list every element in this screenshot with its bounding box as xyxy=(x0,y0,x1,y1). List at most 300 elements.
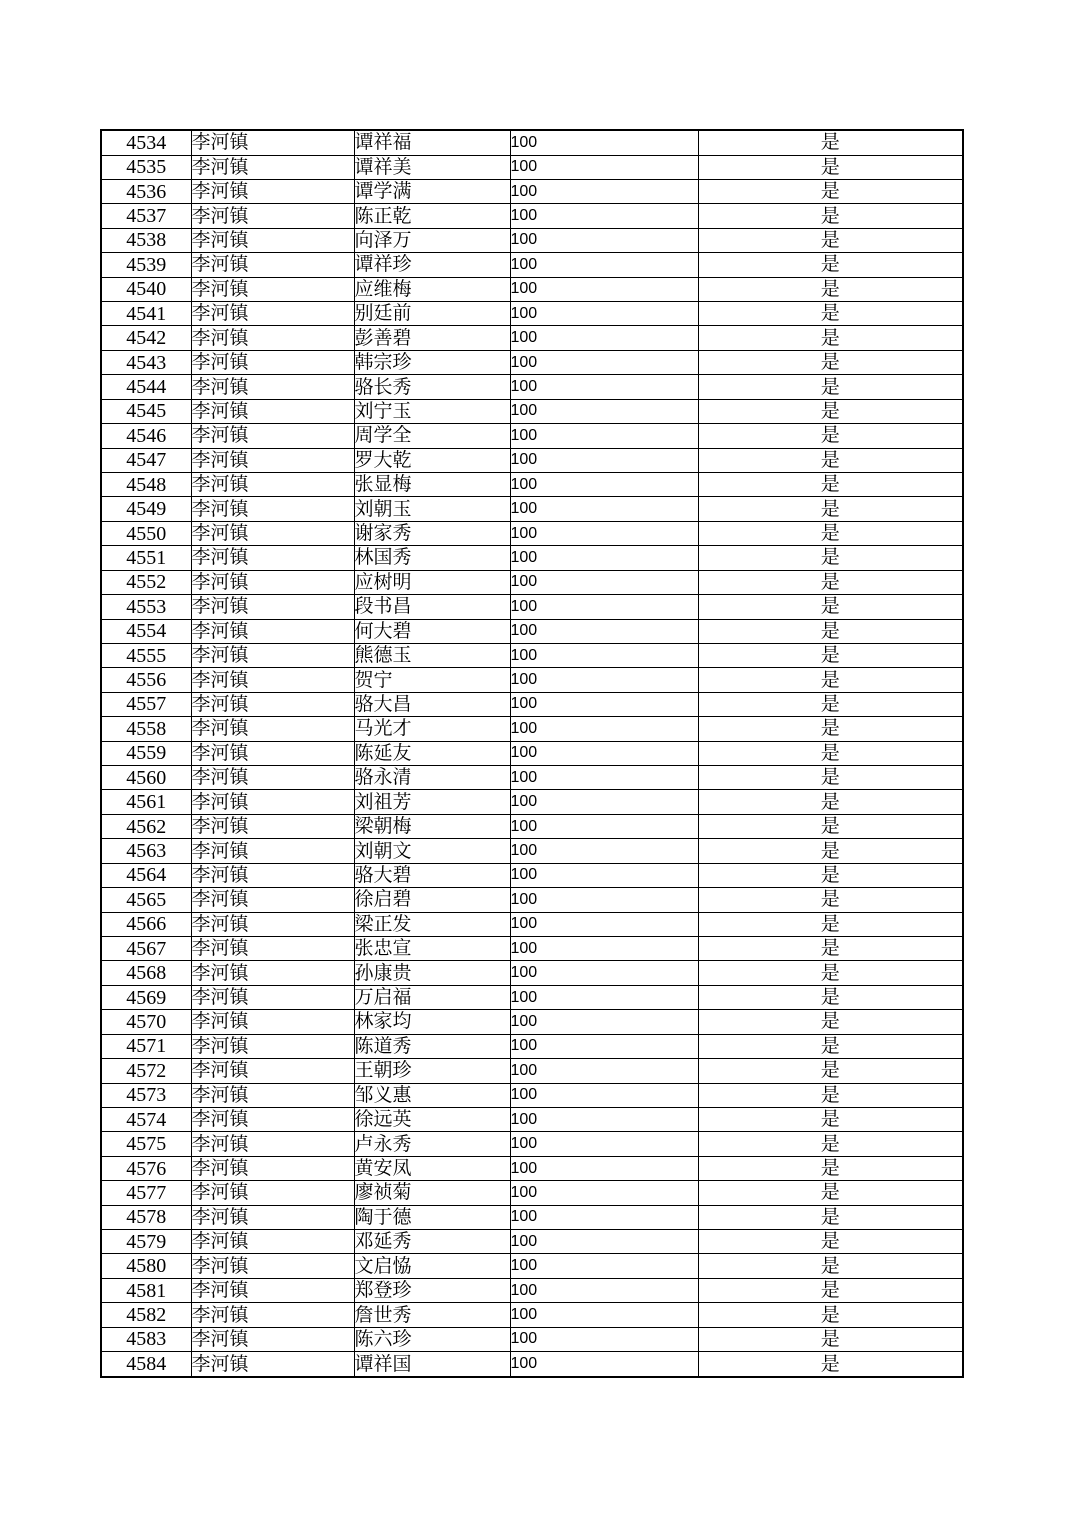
table-row xyxy=(101,326,963,350)
person-name-cell: 刘祖芳 xyxy=(354,790,510,814)
table-row xyxy=(101,399,963,423)
person-name-cell: 孙康贵 xyxy=(354,961,510,985)
town-name-cell: 李河镇 xyxy=(191,717,354,741)
town-name-cell: 李河镇 xyxy=(191,375,354,399)
score-cell: 100 xyxy=(510,326,698,350)
person-name-cell: 贺宁 xyxy=(354,668,510,692)
table-row xyxy=(101,937,963,961)
town-name-cell: 李河镇 xyxy=(191,741,354,765)
confirmed-flag-cell: 是 xyxy=(698,253,963,277)
person-name-cell: 骆大碧 xyxy=(354,863,510,887)
row-number-cell: 4560 xyxy=(101,766,191,790)
row-number-cell: 4542 xyxy=(101,326,191,350)
table-row xyxy=(101,546,963,570)
person-name-cell: 骆长秀 xyxy=(354,375,510,399)
town-name-cell: 李河镇 xyxy=(191,839,354,863)
table-row xyxy=(101,1034,963,1058)
town-name-cell: 李河镇 xyxy=(191,448,354,472)
confirmed-flag-cell: 是 xyxy=(698,277,963,301)
score-cell: 100 xyxy=(510,277,698,301)
person-name-cell: 罗大乾 xyxy=(354,448,510,472)
score-cell: 100 xyxy=(510,619,698,643)
confirmed-flag-cell: 是 xyxy=(698,937,963,961)
town-name-cell: 李河镇 xyxy=(191,912,354,936)
person-name-cell: 林家均 xyxy=(354,1010,510,1034)
row-number-cell: 4577 xyxy=(101,1181,191,1205)
table-row xyxy=(101,1254,963,1278)
person-name-cell: 黄安凤 xyxy=(354,1156,510,1180)
row-number-cell: 4534 xyxy=(101,130,191,155)
confirmed-flag-cell: 是 xyxy=(698,1327,963,1351)
person-name-cell: 邹义惠 xyxy=(354,1083,510,1107)
score-cell: 100 xyxy=(510,692,698,716)
town-name-cell: 李河镇 xyxy=(191,277,354,301)
table-row xyxy=(101,472,963,496)
table-row xyxy=(101,790,963,814)
town-name-cell: 李河镇 xyxy=(191,1205,354,1229)
confirmed-flag-cell: 是 xyxy=(698,668,963,692)
person-name-cell: 王朝珍 xyxy=(354,1059,510,1083)
records-table-body xyxy=(101,130,963,1377)
score-cell: 100 xyxy=(510,179,698,203)
confirmed-flag-cell: 是 xyxy=(698,790,963,814)
person-name-cell: 陈延友 xyxy=(354,741,510,765)
person-name-cell: 段书昌 xyxy=(354,595,510,619)
confirmed-flag-cell: 是 xyxy=(698,1107,963,1131)
score-cell: 100 xyxy=(510,1107,698,1131)
confirmed-flag-cell: 是 xyxy=(698,1254,963,1278)
table-row xyxy=(101,619,963,643)
confirmed-flag-cell: 是 xyxy=(698,839,963,863)
confirmed-flag-cell: 是 xyxy=(698,717,963,741)
row-number-cell: 4537 xyxy=(101,204,191,228)
town-name-cell: 李河镇 xyxy=(191,1010,354,1034)
row-number-cell: 4575 xyxy=(101,1132,191,1156)
table-row xyxy=(101,497,963,521)
score-cell: 100 xyxy=(510,302,698,326)
person-name-cell: 陶于德 xyxy=(354,1205,510,1229)
person-name-cell: 刘宁玉 xyxy=(354,399,510,423)
score-cell: 100 xyxy=(510,863,698,887)
table-row xyxy=(101,668,963,692)
score-cell: 100 xyxy=(510,839,698,863)
row-number-cell: 4544 xyxy=(101,375,191,399)
table-row xyxy=(101,350,963,374)
confirmed-flag-cell: 是 xyxy=(698,570,963,594)
score-cell: 100 xyxy=(510,448,698,472)
row-number-cell: 4558 xyxy=(101,717,191,741)
person-name-cell: 梁正发 xyxy=(354,912,510,936)
score-cell: 100 xyxy=(510,521,698,545)
score-cell: 100 xyxy=(510,1083,698,1107)
row-number-cell: 4580 xyxy=(101,1254,191,1278)
town-name-cell: 李河镇 xyxy=(191,472,354,496)
table-row xyxy=(101,130,963,155)
row-number-cell: 4556 xyxy=(101,668,191,692)
confirmed-flag-cell: 是 xyxy=(698,692,963,716)
confirmed-flag-cell: 是 xyxy=(698,912,963,936)
confirmed-flag-cell: 是 xyxy=(698,1132,963,1156)
table-row xyxy=(101,253,963,277)
person-name-cell: 刘朝文 xyxy=(354,839,510,863)
score-cell: 100 xyxy=(510,668,698,692)
score-cell: 100 xyxy=(510,1230,698,1254)
row-number-cell: 4572 xyxy=(101,1059,191,1083)
row-number-cell: 4561 xyxy=(101,790,191,814)
confirmed-flag-cell: 是 xyxy=(698,1059,963,1083)
person-name-cell: 文启恊 xyxy=(354,1254,510,1278)
confirmed-flag-cell: 是 xyxy=(698,302,963,326)
score-cell: 100 xyxy=(510,985,698,1009)
person-name-cell: 向泽万 xyxy=(354,228,510,252)
row-number-cell: 4538 xyxy=(101,228,191,252)
score-cell: 100 xyxy=(510,961,698,985)
town-name-cell: 李河镇 xyxy=(191,1059,354,1083)
score-cell: 100 xyxy=(510,472,698,496)
row-number-cell: 4555 xyxy=(101,643,191,667)
person-name-cell: 骆大昌 xyxy=(354,692,510,716)
town-name-cell: 李河镇 xyxy=(191,643,354,667)
confirmed-flag-cell: 是 xyxy=(698,863,963,887)
confirmed-flag-cell: 是 xyxy=(698,888,963,912)
town-name-cell: 李河镇 xyxy=(191,668,354,692)
score-cell: 100 xyxy=(510,912,698,936)
row-number-cell: 4548 xyxy=(101,472,191,496)
table-row xyxy=(101,961,963,985)
table-row xyxy=(101,179,963,203)
row-number-cell: 4535 xyxy=(101,155,191,179)
score-cell: 100 xyxy=(510,595,698,619)
person-name-cell: 张忠宣 xyxy=(354,937,510,961)
person-name-cell: 廖祯菊 xyxy=(354,1181,510,1205)
town-name-cell: 李河镇 xyxy=(191,888,354,912)
confirmed-flag-cell: 是 xyxy=(698,1181,963,1205)
row-number-cell: 4573 xyxy=(101,1083,191,1107)
row-number-cell: 4540 xyxy=(101,277,191,301)
score-cell: 100 xyxy=(510,814,698,838)
row-number-cell: 4549 xyxy=(101,497,191,521)
person-name-cell: 韩宗珍 xyxy=(354,350,510,374)
table-row xyxy=(101,1010,963,1034)
row-number-cell: 4552 xyxy=(101,570,191,594)
confirmed-flag-cell: 是 xyxy=(698,424,963,448)
table-row xyxy=(101,1327,963,1351)
confirmed-flag-cell: 是 xyxy=(698,375,963,399)
row-number-cell: 4550 xyxy=(101,521,191,545)
row-number-cell: 4539 xyxy=(101,253,191,277)
person-name-cell: 何大碧 xyxy=(354,619,510,643)
confirmed-flag-cell: 是 xyxy=(698,546,963,570)
score-cell: 100 xyxy=(510,228,698,252)
score-cell: 100 xyxy=(510,424,698,448)
town-name-cell: 李河镇 xyxy=(191,1254,354,1278)
row-number-cell: 4579 xyxy=(101,1230,191,1254)
person-name-cell: 谭学满 xyxy=(354,179,510,203)
table-row xyxy=(101,1107,963,1131)
person-name-cell: 卢永秀 xyxy=(354,1132,510,1156)
town-name-cell: 李河镇 xyxy=(191,1230,354,1254)
row-number-cell: 4566 xyxy=(101,912,191,936)
town-name-cell: 李河镇 xyxy=(191,1327,354,1351)
row-number-cell: 4554 xyxy=(101,619,191,643)
confirmed-flag-cell: 是 xyxy=(698,155,963,179)
score-cell: 100 xyxy=(510,790,698,814)
person-name-cell: 陈六珍 xyxy=(354,1327,510,1351)
confirmed-flag-cell: 是 xyxy=(698,1230,963,1254)
town-name-cell: 李河镇 xyxy=(191,204,354,228)
person-name-cell: 陈正乾 xyxy=(354,204,510,228)
confirmed-flag-cell: 是 xyxy=(698,204,963,228)
score-cell: 100 xyxy=(510,1132,698,1156)
row-number-cell: 4582 xyxy=(101,1303,191,1327)
row-number-cell: 4562 xyxy=(101,814,191,838)
table-row xyxy=(101,1230,963,1254)
table-row xyxy=(101,643,963,667)
score-cell: 100 xyxy=(510,253,698,277)
score-cell: 100 xyxy=(510,130,698,155)
score-cell: 100 xyxy=(510,399,698,423)
person-name-cell: 徐远英 xyxy=(354,1107,510,1131)
table-row xyxy=(101,1278,963,1302)
town-name-cell: 李河镇 xyxy=(191,399,354,423)
table-row xyxy=(101,204,963,228)
score-cell: 100 xyxy=(510,350,698,374)
score-cell: 100 xyxy=(510,1156,698,1180)
confirmed-flag-cell: 是 xyxy=(698,497,963,521)
town-name-cell: 李河镇 xyxy=(191,228,354,252)
person-name-cell: 彭善碧 xyxy=(354,326,510,350)
town-name-cell: 李河镇 xyxy=(191,253,354,277)
town-name-cell: 李河镇 xyxy=(191,1278,354,1302)
confirmed-flag-cell: 是 xyxy=(698,228,963,252)
confirmed-flag-cell: 是 xyxy=(698,961,963,985)
score-cell: 100 xyxy=(510,546,698,570)
table-row xyxy=(101,375,963,399)
row-number-cell: 4581 xyxy=(101,1278,191,1302)
table-row xyxy=(101,302,963,326)
town-name-cell: 李河镇 xyxy=(191,692,354,716)
confirmed-flag-cell: 是 xyxy=(698,985,963,1009)
confirmed-flag-cell: 是 xyxy=(698,1083,963,1107)
row-number-cell: 4551 xyxy=(101,546,191,570)
score-cell: 100 xyxy=(510,1059,698,1083)
records-table xyxy=(100,129,964,1378)
confirmed-flag-cell: 是 xyxy=(698,448,963,472)
town-name-cell: 李河镇 xyxy=(191,350,354,374)
table-row xyxy=(101,1205,963,1229)
score-cell: 100 xyxy=(510,1327,698,1351)
person-name-cell: 万启福 xyxy=(354,985,510,1009)
table-row xyxy=(101,766,963,790)
confirmed-flag-cell: 是 xyxy=(698,1303,963,1327)
score-cell: 100 xyxy=(510,1352,698,1377)
person-name-cell: 谭祥珍 xyxy=(354,253,510,277)
town-name-cell: 李河镇 xyxy=(191,497,354,521)
confirmed-flag-cell: 是 xyxy=(698,179,963,203)
confirmed-flag-cell: 是 xyxy=(698,350,963,374)
table-row xyxy=(101,1083,963,1107)
confirmed-flag-cell: 是 xyxy=(698,326,963,350)
row-number-cell: 4546 xyxy=(101,424,191,448)
table-row xyxy=(101,228,963,252)
table-row xyxy=(101,448,963,472)
row-number-cell: 4559 xyxy=(101,741,191,765)
confirmed-flag-cell: 是 xyxy=(698,814,963,838)
person-name-cell: 谭祥国 xyxy=(354,1352,510,1377)
row-number-cell: 4576 xyxy=(101,1156,191,1180)
town-name-cell: 李河镇 xyxy=(191,790,354,814)
row-number-cell: 4567 xyxy=(101,937,191,961)
town-name-cell: 李河镇 xyxy=(191,961,354,985)
confirmed-flag-cell: 是 xyxy=(698,472,963,496)
row-number-cell: 4557 xyxy=(101,692,191,716)
person-name-cell: 徐启碧 xyxy=(354,888,510,912)
person-name-cell: 林国秀 xyxy=(354,546,510,570)
table-row xyxy=(101,570,963,594)
score-cell: 100 xyxy=(510,1254,698,1278)
score-cell: 100 xyxy=(510,717,698,741)
town-name-cell: 李河镇 xyxy=(191,1083,354,1107)
confirmed-flag-cell: 是 xyxy=(698,1034,963,1058)
row-number-cell: 4574 xyxy=(101,1107,191,1131)
row-number-cell: 4563 xyxy=(101,839,191,863)
score-cell: 100 xyxy=(510,888,698,912)
town-name-cell: 李河镇 xyxy=(191,595,354,619)
confirmed-flag-cell: 是 xyxy=(698,1156,963,1180)
table-row xyxy=(101,717,963,741)
table-row xyxy=(101,155,963,179)
score-cell: 100 xyxy=(510,741,698,765)
table-row xyxy=(101,1303,963,1327)
table-row xyxy=(101,1156,963,1180)
score-cell: 100 xyxy=(510,937,698,961)
score-cell: 100 xyxy=(510,1303,698,1327)
confirmed-flag-cell: 是 xyxy=(698,1010,963,1034)
town-name-cell: 李河镇 xyxy=(191,619,354,643)
town-name-cell: 李河镇 xyxy=(191,985,354,1009)
town-name-cell: 李河镇 xyxy=(191,1107,354,1131)
score-cell: 100 xyxy=(510,204,698,228)
score-cell: 100 xyxy=(510,497,698,521)
confirmed-flag-cell: 是 xyxy=(698,1352,963,1377)
town-name-cell: 李河镇 xyxy=(191,863,354,887)
person-name-cell: 骆永清 xyxy=(354,766,510,790)
table-row xyxy=(101,521,963,545)
confirmed-flag-cell: 是 xyxy=(698,521,963,545)
person-name-cell: 陈道秀 xyxy=(354,1034,510,1058)
person-name-cell: 梁朝梅 xyxy=(354,814,510,838)
town-name-cell: 李河镇 xyxy=(191,1156,354,1180)
town-name-cell: 李河镇 xyxy=(191,326,354,350)
confirmed-flag-cell: 是 xyxy=(698,619,963,643)
table-row xyxy=(101,277,963,301)
table-row xyxy=(101,912,963,936)
town-name-cell: 李河镇 xyxy=(191,130,354,155)
table-row xyxy=(101,839,963,863)
person-name-cell: 詹世秀 xyxy=(354,1303,510,1327)
row-number-cell: 4545 xyxy=(101,399,191,423)
table-row xyxy=(101,1352,963,1377)
confirmed-flag-cell: 是 xyxy=(698,595,963,619)
confirmed-flag-cell: 是 xyxy=(698,643,963,667)
table-row xyxy=(101,1132,963,1156)
confirmed-flag-cell: 是 xyxy=(698,1278,963,1302)
town-name-cell: 李河镇 xyxy=(191,302,354,326)
row-number-cell: 4541 xyxy=(101,302,191,326)
person-name-cell: 张显梅 xyxy=(354,472,510,496)
person-name-cell: 谢家秀 xyxy=(354,521,510,545)
table-row xyxy=(101,1181,963,1205)
row-number-cell: 4536 xyxy=(101,179,191,203)
row-number-cell: 4553 xyxy=(101,595,191,619)
town-name-cell: 李河镇 xyxy=(191,521,354,545)
town-name-cell: 李河镇 xyxy=(191,179,354,203)
person-name-cell: 别廷前 xyxy=(354,302,510,326)
person-name-cell: 谭祥美 xyxy=(354,155,510,179)
town-name-cell: 李河镇 xyxy=(191,937,354,961)
table-row xyxy=(101,1059,963,1083)
town-name-cell: 李河镇 xyxy=(191,570,354,594)
person-name-cell: 谭祥福 xyxy=(354,130,510,155)
row-number-cell: 4568 xyxy=(101,961,191,985)
table-row xyxy=(101,985,963,1009)
town-name-cell: 李河镇 xyxy=(191,766,354,790)
row-number-cell: 4578 xyxy=(101,1205,191,1229)
confirmed-flag-cell: 是 xyxy=(698,1205,963,1229)
person-name-cell: 周学全 xyxy=(354,424,510,448)
score-cell: 100 xyxy=(510,1205,698,1229)
row-number-cell: 4564 xyxy=(101,863,191,887)
person-name-cell: 应树明 xyxy=(354,570,510,594)
table-row xyxy=(101,595,963,619)
score-cell: 100 xyxy=(510,1010,698,1034)
score-cell: 100 xyxy=(510,375,698,399)
row-number-cell: 4547 xyxy=(101,448,191,472)
person-name-cell: 熊德玉 xyxy=(354,643,510,667)
score-cell: 100 xyxy=(510,1278,698,1302)
person-name-cell: 邓延秀 xyxy=(354,1230,510,1254)
confirmed-flag-cell: 是 xyxy=(698,741,963,765)
table-row xyxy=(101,692,963,716)
score-cell: 100 xyxy=(510,570,698,594)
confirmed-flag-cell: 是 xyxy=(698,130,963,155)
town-name-cell: 李河镇 xyxy=(191,1132,354,1156)
row-number-cell: 4565 xyxy=(101,888,191,912)
row-number-cell: 4543 xyxy=(101,350,191,374)
row-number-cell: 4584 xyxy=(101,1352,191,1377)
score-cell: 100 xyxy=(510,1181,698,1205)
table-row xyxy=(101,741,963,765)
row-number-cell: 4583 xyxy=(101,1327,191,1351)
town-name-cell: 李河镇 xyxy=(191,814,354,838)
table-row xyxy=(101,424,963,448)
table-row xyxy=(101,863,963,887)
row-number-cell: 4570 xyxy=(101,1010,191,1034)
confirmed-flag-cell: 是 xyxy=(698,399,963,423)
person-name-cell: 应维梅 xyxy=(354,277,510,301)
score-cell: 100 xyxy=(510,155,698,179)
row-number-cell: 4571 xyxy=(101,1034,191,1058)
score-cell: 100 xyxy=(510,766,698,790)
row-number-cell: 4569 xyxy=(101,985,191,1009)
person-name-cell: 刘朝玉 xyxy=(354,497,510,521)
town-name-cell: 李河镇 xyxy=(191,546,354,570)
town-name-cell: 李河镇 xyxy=(191,1034,354,1058)
town-name-cell: 李河镇 xyxy=(191,424,354,448)
town-name-cell: 李河镇 xyxy=(191,1303,354,1327)
table-row xyxy=(101,814,963,838)
table-row xyxy=(101,888,963,912)
